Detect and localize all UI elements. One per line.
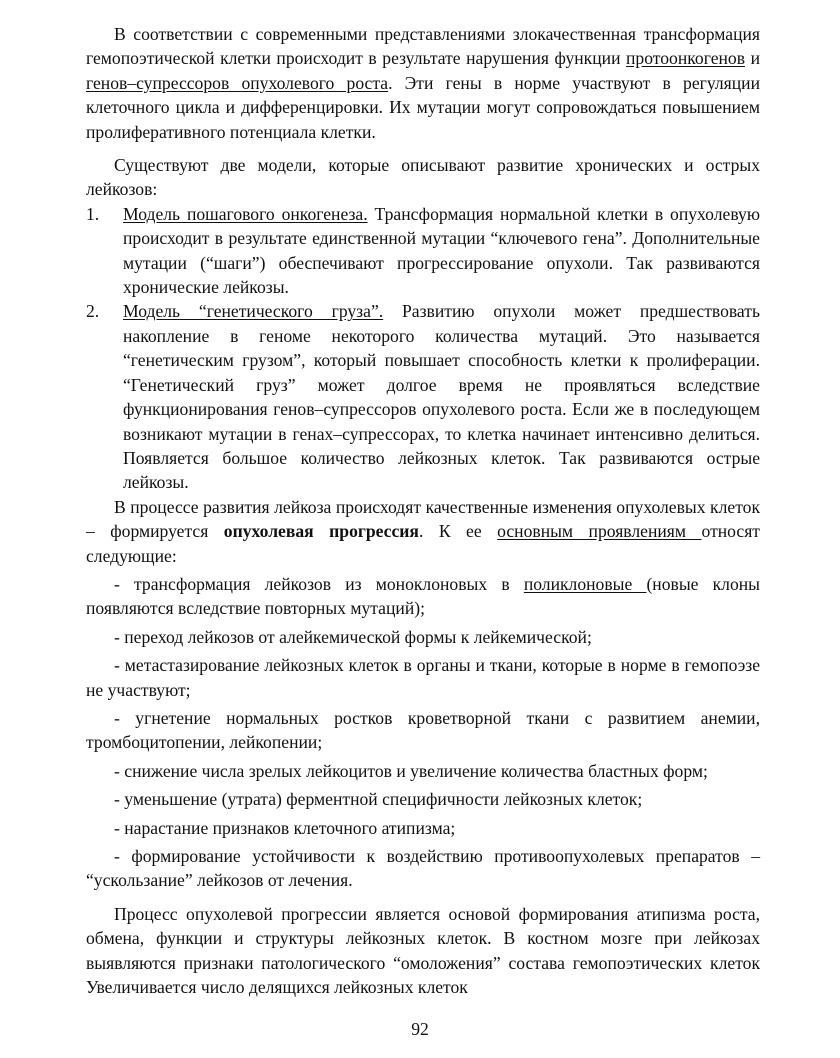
paragraph-progression	[86, 495, 760, 568]
term-polyclonal: поликлоновые	[523, 573, 647, 594]
text-segment: В соответствии с современными представлениями злокачественная трансформация гемопоэтической клетки происходит в результате нарушения функции	[86, 24, 760, 69]
term-tumor-suppressor-genes: генов–супрессоров опухолевого роста	[86, 72, 389, 93]
page-text	[86, 22, 760, 999]
text-segment: и	[745, 48, 760, 69]
model-item	[86, 202, 760, 300]
model-text: Трансформация нормальной клетки в опухолевую происходит в результате единственной мутации “ключевого гена”. Дополнительные мутации (“шаги”) обеспечивают прогрессирование опухоли. Так развиваются хронические лейкозы.	[123, 203, 760, 298]
text-segment: (новые клоны появляются вследствие повторных мутаций);	[86, 573, 760, 619]
text-segment: . К ее	[418, 521, 498, 542]
text-segment: относят следующие:	[86, 521, 760, 566]
text-segment: . Эти гены в норме участвуют в регуляции клеточного цикла и дифференцировки. Их мутации могут сопровождаться повышением пролиферативного потенциала клетки.	[86, 72, 760, 142]
manifestation-item: - снижение числа зрелых лейкоцитов и увеличение количества бластных форм;	[114, 760, 708, 781]
paragraph-intro	[86, 22, 760, 144]
manifestation-item	[86, 572, 760, 621]
paragraph-models-intro: Существуют две модели, которые описывают развитие хронических и острых лейкозов:	[86, 155, 760, 200]
manifestation-item: - метастазирование лейкозных клеток в органы и ткани, которые в норме в гемопоэзе не участвуют;	[86, 655, 760, 700]
manifestation-item: - угнетение нормальных ростков кроветворной ткани с развитием анемии, тромбоцитопении, лейкопении;	[86, 707, 760, 753]
model-title: Модель “генетического груза”.	[123, 301, 384, 322]
page-number: 92	[411, 1019, 429, 1039]
manifestation-item: - нарастание признаков клеточного атипизма;	[114, 817, 456, 838]
list-number: 2.	[86, 301, 100, 322]
term-main-manifestations: основным проявлениям	[497, 521, 702, 542]
text-segment: - трансформация лейкозов из моноклоновых в	[114, 573, 524, 594]
model-title: Модель пошагового онкогенеза.	[123, 203, 368, 224]
manifestation-item: - переход лейкозов от алейкемической формы к лейкемической;	[114, 626, 592, 647]
model-text: Развитию опухоли может предшествовать накопление в геноме некоторого количества мутаций. Это называется “генетическим грузом”, который повышает способность клетки к пролиферации. “Генетический груз” может долгое время не проявляться вследствие функционирования генов–супрессоров опухолевого роста. Если же в последующем возникают мутации в генах–супрессорах, то клетка начинает интенсивно делиться. Появляется большое количество лейкозных клеток. Так развиваются острые лейкозы.	[123, 301, 761, 493]
manifestation-item: - уменьшение (утрата) ферментной специфичности лейкозных клеток;	[114, 789, 643, 810]
list-number: 1.	[86, 203, 100, 224]
manifestation-item: - формирование устойчивости к воздействию противоопухолевых препаратов – “ускользание” лейкозов от лечения.	[86, 846, 760, 891]
term-protooncogenes: протоонкогенов	[626, 48, 746, 69]
term-tumor-progression: опухолевая прогрессия	[223, 521, 419, 542]
text-segment: В процессе развития лейкоза происходят качественные изменения опухолевых клеток – формируется	[86, 496, 760, 542]
models-list	[86, 202, 760, 495]
paragraph-conclusion: Процесс опухолевой прогрессии является основой формирования атипизма роста, обмена, функции и структуры лейкозных клеток. В костном мозге при лейкозах выявляются признаки патологического “омоложения” состава гемопоэтических клеток Увеличивается число делящихся лейкозных клеток	[86, 903, 760, 998]
model-item	[86, 299, 760, 494]
